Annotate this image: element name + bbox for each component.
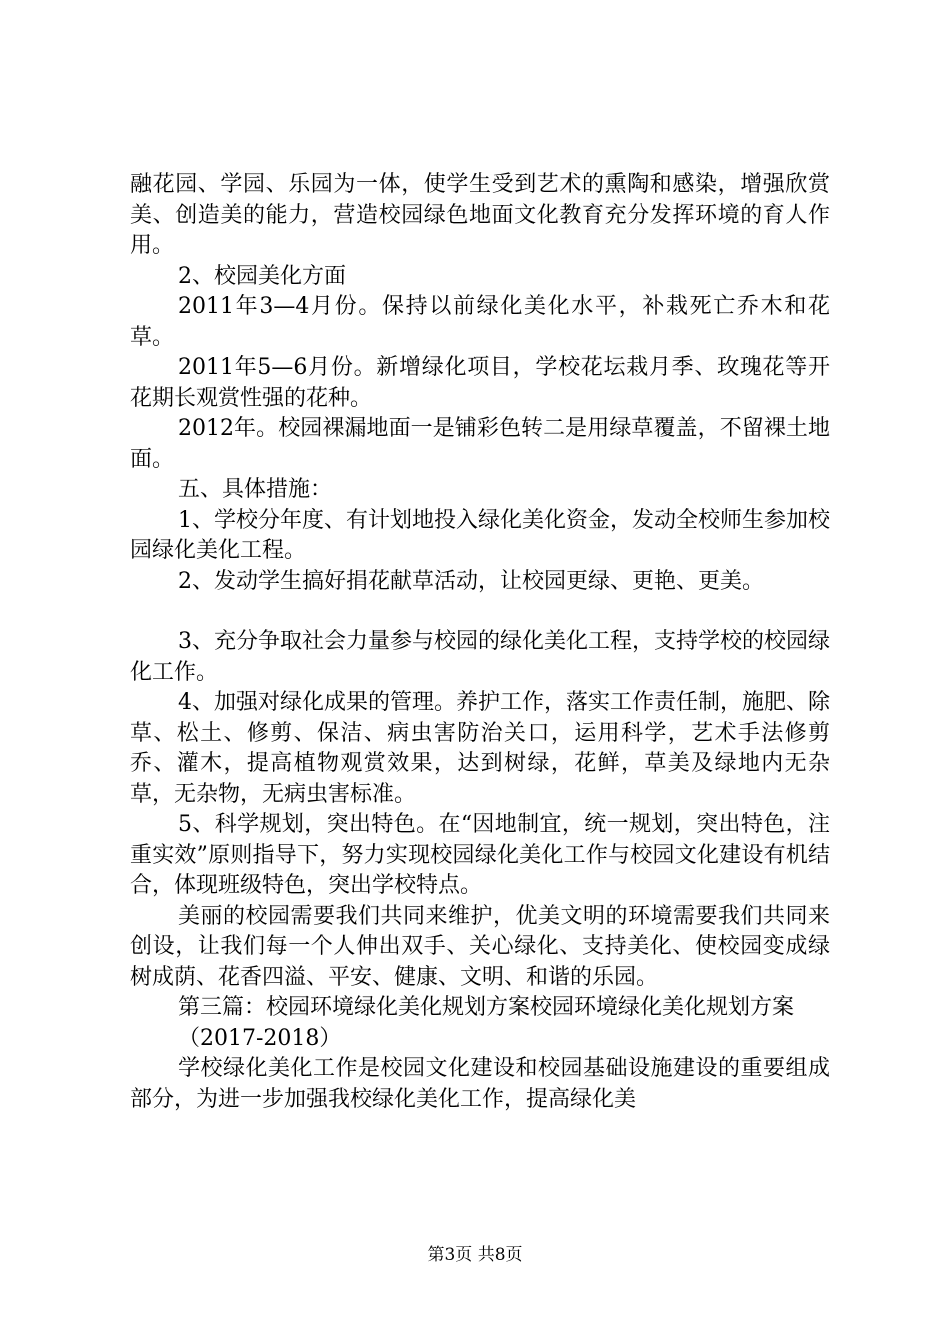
paragraph: 1、学校分年度、有计划地投入绿化美化资金，发动全校师生参加校园绿化美化工程。	[130, 507, 830, 563]
paragraph: 2012年。校园裸漏地面一是铺彩色转二是用绿草覆盖，不留裸土地面。	[130, 416, 830, 472]
date-range: （2017-2018）	[178, 1025, 342, 1051]
paragraph: 2、发动学生搞好捐花献草活动，让校园更绿、更艳、更美。	[178, 568, 764, 594]
paragraph: 美丽的校园需要我们共同来维护，优美文明的环境需要我们共同来创设，让我们每一个人伸出双手、关心绿化、支持美化、使校园变成绿树成荫、花香四溢、平安、健康、文明、和谐的乐园。	[130, 903, 830, 990]
paragraph: 4、加强对绿化成果的管理。养护工作，落实工作责任制，施肥、除草、松土、修剪、保洁、病虫害防治关口，运用科学，艺术手法修剪乔、灌木，提高植物观赏效果，达到树绿，花鲜，草美及绿地内无杂草，无杂物，无病虫害标准。	[130, 690, 830, 807]
paragraph: 学校绿化美化工作是校园文化建设和校园基础设施建设的重要组成部分，为进一步加强我校绿化美化工作，提高绿化美	[130, 1056, 830, 1112]
paragraph: 2011年5—6月份。新增绿化项目，学校花坛栽月季、玫瑰花等开花期长观赏性强的花种。	[130, 355, 830, 411]
paragraph: 2、校园美化方面	[178, 263, 346, 289]
document-body	[130, 170, 830, 1115]
paragraph-gap	[130, 597, 830, 627]
section-heading: 五、具体措施：	[178, 477, 333, 502]
paragraph: 2011年3—4月份。保持以前绿化美化水平，补栽死亡乔木和花草。	[130, 294, 830, 350]
paragraph: 3、充分争取社会力量参与校园的绿化美化工程，支持学校的校园绿化工作。	[130, 629, 830, 685]
paragraph: 5、科学规划，突出特色。在“因地制宜，统一规划，突出特色，注重实效”原则指导下，努力实现校园绿化美化工作与校园文化建设有机结合，体现班级特色，突出学校特点。	[130, 812, 830, 898]
chapter-heading: 第三篇：校园环境绿化美化规划方案校园环境绿化美化规划方案	[178, 995, 795, 1020]
paragraph: 融花园、学园、乐园为一体，使学生受到艺术的熏陶和感染，增强欣赏美、创造美的能力，营造校园绿色地面文化教育充分发挥环境的育人作用。	[130, 172, 830, 258]
page-footer: 第3页 共8页	[427, 1245, 523, 1265]
